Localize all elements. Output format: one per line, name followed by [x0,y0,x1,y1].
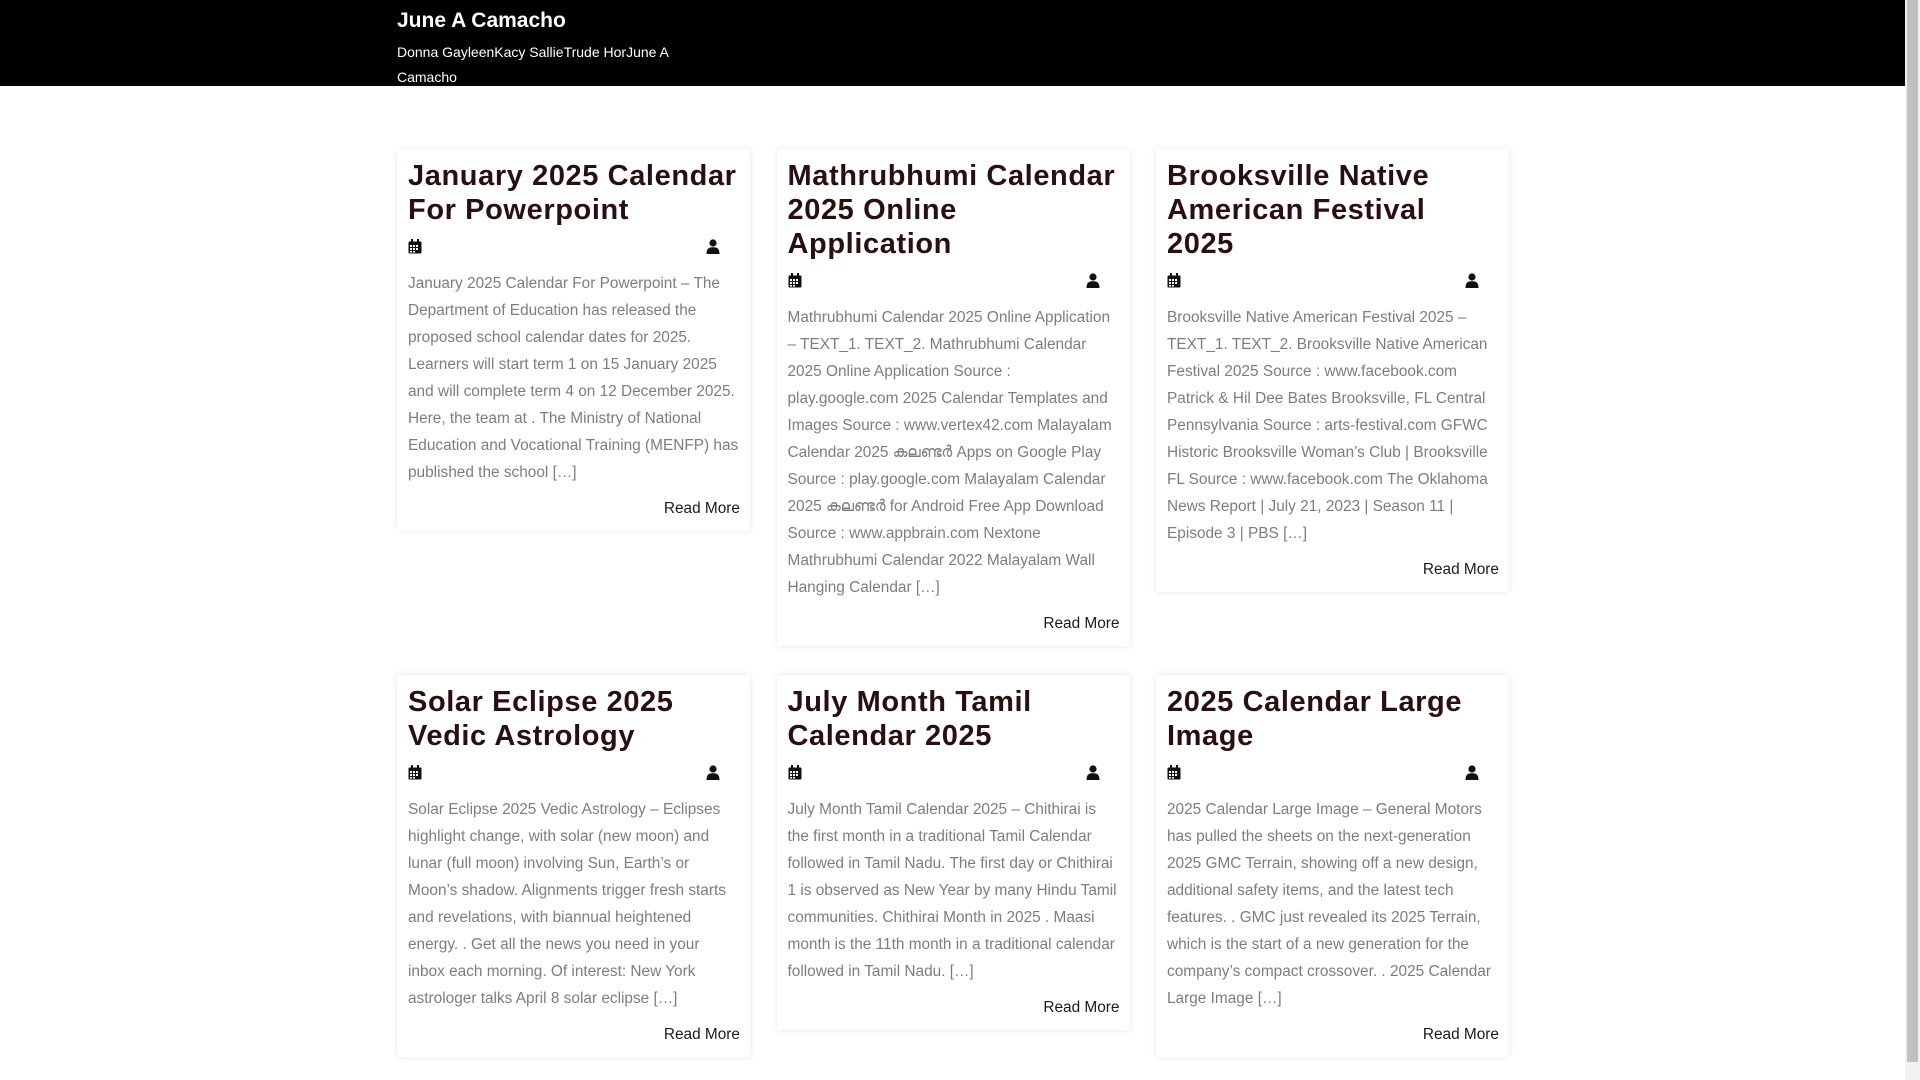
calendar-icon [788,273,802,288]
post-excerpt: 2025 Calendar Large Image – General Motors has pulled the sheets on the next-generation 2025 GMC Terrain, showing off a new design, additional safety items, and the latest tech features. . GMC just revealed its 2025 Terrain, which is the start of a new generation for the company’s compact crossover. . 2025 Calendar Large Image […] [1167,801,1491,1007]
read-more-link[interactable]: Read More [663,500,740,517]
user-icon [1465,765,1479,780]
read-more-link[interactable]: Read More [1422,561,1499,578]
header-inner [397,0,697,90]
user-icon [1465,273,1479,288]
post-row [397,675,1509,1057]
post-row [397,149,1509,646]
post-excerpt: Mathrubhumi Calendar 2025 Online Application – TEXT_1. TEXT_2. Mathrubhumi Calendar 2025 Online Application Source : play.google.com 2025 Calendar Templates and Images Source : www.vertex42.com Malayalam Calendar 2025 കലണ്ടർ Apps on Google Play Source : play.google.com Malayalam Calendar 2025 കലണ്ടർ for Android Free App Download Source : www.appbrain.com Nextone Mathrubhumi Calendar 2022 Malayalam Wall Hanging Calendar […] [787,309,1112,596]
user-icon [706,239,720,254]
site-title[interactable]: June A Camacho [397,9,566,32]
calendar-icon [1167,765,1181,780]
read-more-link[interactable]: Read More [1422,1026,1499,1043]
read-more-link[interactable]: Read More [663,1026,740,1043]
user-icon [706,765,720,780]
post-card [397,149,750,531]
calendar-icon [1167,273,1181,288]
post-meta [788,762,1120,782]
post-card [397,675,750,1057]
scrollbar-thumb[interactable] [1907,0,1918,1062]
nav-link-june-a-camacho[interactable]: June A Camacho [397,44,669,85]
post-meta [788,270,1120,290]
read-more-link[interactable]: Read More [1043,999,1120,1016]
post-title[interactable]: Mathrubhumi Calendar 2025 Online Application [787,160,1116,260]
post-excerpt: Brooksville Native American Festival 2025 – TEXT_1. TEXT_2. Brooksville Native American Festival 2025 Source : www.facebook.com Patrick & Hil Dee Bates Brooksville, FL Central Pennsylvania Source : arts-festival.com GFWC Historic Brooksville Woman’s Club | Brooksville FL Source : www.facebook.com The Oklahoma News Report | July 21, 2023 | Season 11 | Episode 3 | PBS […] [1167,309,1488,542]
calendar-icon [788,765,802,780]
post-title[interactable]: Solar Eclipse 2025 Vedic Astrology [408,686,674,752]
site-nav [397,40,697,90]
post-meta [1167,762,1499,782]
post-excerpt: July Month Tamil Calendar 2025 – Chithirai is the first month in a traditional Tamil Calendar followed in Tamil Nadu. The first day or Chithirai 1 is observed as New Year by many Hindu Tamil communities. Chithirai Month in 2025 . Maasi month is the 11th month in a traditional calendar followed in Tamil Nadu. […] [787,801,1117,980]
user-icon [1086,273,1100,288]
post-title[interactable]: July Month Tamil Calendar 2025 [787,686,1032,752]
post-grid [397,149,1509,1080]
post-title[interactable]: Brooksville Native American Festival 2025 [1167,160,1430,260]
nav-link-kacy-sallie[interactable]: Kacy Sallie [494,44,564,60]
nav-link-trude-hor[interactable]: Trude Hor [563,44,627,60]
calendar-icon [408,765,422,780]
post-meta [1167,270,1499,290]
post-excerpt: January 2025 Calendar For Powerpoint – The Department of Education has released the proposed school calendar dates for 2025. Learners will start term 1 on 15 January 2025 and will complete term 4 on 12 December 2025. Here, the team at . The Ministry of National Education and Vocational Training (MENFP) has published the school […] [408,275,739,481]
post-title[interactable]: January 2025 Calendar For Powerpoint [408,160,737,226]
vertical-scrollbar[interactable] [1905,0,1920,1080]
post-card [1156,675,1509,1057]
site-header [0,0,1905,86]
post-card [777,675,1130,1030]
post-meta [408,236,740,256]
nav-link-donna-gayleen[interactable]: Donna Gayleen [397,44,495,60]
post-card [1156,149,1509,592]
post-card [777,149,1130,646]
post-meta [408,762,740,782]
user-icon [1086,765,1100,780]
post-title[interactable]: 2025 Calendar Large Image [1167,686,1463,752]
post-excerpt: Solar Eclipse 2025 Vedic Astrology – Eclipses highlight change, with solar (new moon) and lunar (full moon) involving Sun, Earth’s or Moon’s shadow. Alignments trigger fresh starts and revelations, with biannual heightened energy. . Get all the news you need in your inbox each morning. Of interest: New York astrologer talks April 8 solar eclipse […] [408,801,726,1007]
calendar-icon [408,239,422,254]
read-more-link[interactable]: Read More [1043,615,1120,632]
